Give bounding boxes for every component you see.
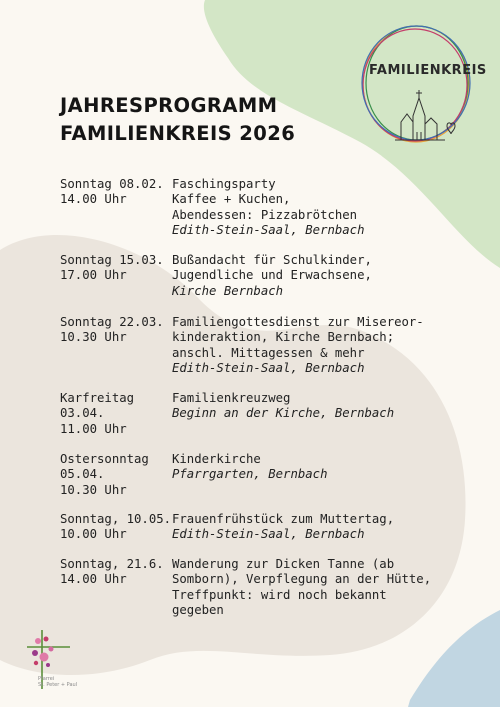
event-location-line: Kirche Bernbach [172, 283, 284, 298]
event-when-line: 14.00 Uhr [60, 192, 127, 207]
parish-line-2: St. Peter + Paul [38, 682, 78, 688]
event-description [172, 391, 447, 422]
event-detail-line: anschl. Mittagessen & mehr [172, 345, 365, 360]
event-date-time [60, 557, 172, 588]
event-location-line: Pfarrgarten, Bernbach [172, 467, 328, 482]
event-description [172, 253, 447, 299]
event-detail-line: Somborn), Verpflegung an der Hütte, [172, 572, 432, 587]
event-detail-line: Kaffee + Kuchen, [172, 192, 291, 207]
title-line-1: JAHRESPROGRAMM [60, 94, 278, 117]
event-when-line: 14.00 Uhr [60, 572, 127, 587]
parish-line-1: Pfarrei [38, 676, 55, 682]
event-date-time [60, 177, 172, 208]
event-when-line: Sonntag 08.02. [60, 177, 164, 191]
event-description [172, 452, 447, 483]
event-when-line: Karfreitag [60, 391, 135, 405]
event-description [172, 557, 447, 618]
event-detail-line: Jugendliche und Erwachsene, [172, 268, 372, 283]
event-when-line: 10.30 Uhr [60, 482, 127, 497]
familienkreis-logo [357, 14, 475, 152]
event-location-line: Edith-Stein-Saal, Bernbach [172, 527, 365, 542]
event-when-line: Sonntag, 10.05. [60, 512, 172, 526]
event-detail-line: Frauenfrühstück zum Muttertag, [172, 512, 395, 526]
logo-text: FAMILIENKREIS [369, 63, 487, 78]
event-location-line: Edith-Stein-Saal, Bernbach [172, 222, 365, 237]
title-line-2: FAMILIENKREIS 2026 [60, 122, 296, 145]
event-date-time [60, 253, 172, 284]
event-when-line: 17.00 Uhr [60, 268, 127, 283]
event-when-line: 03.04. [60, 406, 105, 421]
event-detail-line: Treffpunkt: wird noch bekannt [172, 587, 387, 602]
event-detail-line: Faschingsparty [172, 177, 276, 191]
event-when-line: Ostersonntag [60, 452, 149, 466]
event-when-line: Sonntag 15.03. [60, 253, 164, 267]
page-title [60, 92, 295, 148]
event-when-line: 10.30 Uhr [60, 330, 127, 345]
event-detail-line: Abendessen: Pizzabrötchen [172, 207, 358, 222]
event-date-time [60, 315, 172, 346]
event-date-time [60, 391, 172, 437]
event-description [172, 315, 447, 376]
event-when-line: 10.00 Uhr [60, 527, 127, 542]
event-when-line: 05.04. [60, 467, 105, 482]
event-detail-line: gegeben [172, 602, 224, 617]
blue-blob [408, 610, 500, 707]
event-location-line: Edith-Stein-Saal, Bernbach [172, 360, 365, 375]
event-when-line: 11.00 Uhr [60, 421, 127, 436]
event-description [172, 512, 447, 543]
event-detail-line: kinderaktion, Kirche Bernbach; [172, 330, 395, 345]
event-detail-line: Familiengottesdienst zur Misereor- [172, 315, 424, 329]
event-when-line: Sonntag, 21.6. [60, 557, 164, 571]
event-date-time [60, 452, 172, 498]
event-detail-line: Wanderung zur Dicken Tanne (ab [172, 557, 395, 571]
event-location-line: Beginn an der Kirche, Bernbach [172, 406, 395, 421]
event-date-time [60, 512, 172, 543]
event-detail-line: Bußandacht für Schulkinder, [172, 253, 372, 267]
event-detail-line: Familienkreuzweg [172, 391, 291, 405]
parish-name [38, 676, 77, 688]
event-description [172, 177, 447, 238]
event-detail-line: Kinderkirche [172, 452, 261, 466]
event-when-line: Sonntag 22.03. [60, 315, 164, 329]
